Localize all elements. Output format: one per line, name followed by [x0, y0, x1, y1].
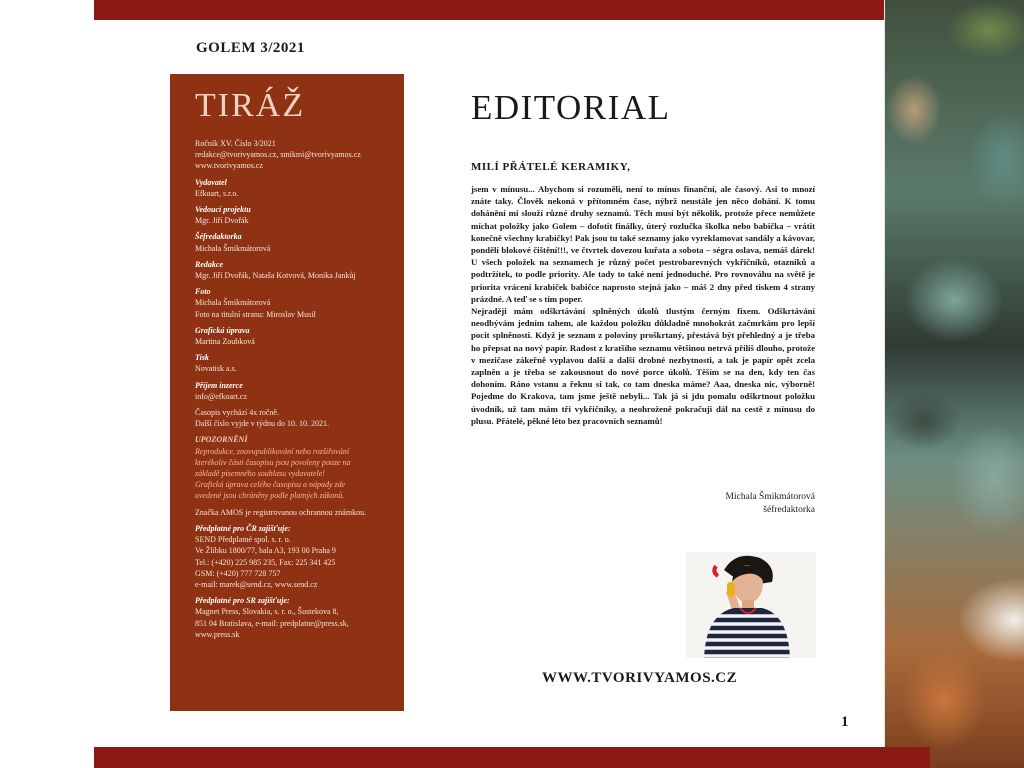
graficka-label: Grafická úprava [195, 325, 250, 335]
author-name: Michala Šmikmátorová [725, 492, 815, 502]
cr-line: Ve Žlíbku 1800/77, hala A3, 193 00 Praha 9 [195, 546, 336, 556]
vychazi-line: Časopis vychází 4x ročně. [195, 408, 279, 418]
editorial-signature [600, 491, 815, 517]
upozorneni-line: Reprodukce, znovupublikování nebo rozšiřování [195, 446, 350, 456]
tiraz-vedouci [195, 204, 394, 226]
redakce-label: Redakce [195, 259, 223, 269]
tiraz-amos [195, 507, 394, 518]
cr-line: SEND Předplatné spol. s. r. o. [195, 535, 291, 545]
tiraz-panel [170, 74, 404, 711]
inzerce-value: info@efkoart.cz [195, 391, 248, 401]
vydavatel-value: Efkoart, s.r.o. [195, 188, 239, 198]
tiraz-foto [195, 286, 394, 320]
tiraz-title: TIRÁŽ [195, 87, 306, 124]
upozorneni-line: uvedené jsou chráněny podle platných zákonů. [195, 491, 345, 501]
tiraz-sefredaktorka [195, 231, 394, 253]
sefredaktorka-label: Šéfredaktorka [195, 232, 242, 242]
inzerce-label: Příjem inzerce [195, 380, 243, 390]
upozorneni-line: základě písemného souhlasu vydavatele! [195, 469, 325, 479]
issue-label: GOLEM 3/2021 [196, 40, 305, 56]
tiraz-intro [195, 138, 394, 172]
editorial-title: EDITORIAL [471, 88, 671, 127]
tiraz-predplatne-cr [195, 523, 394, 590]
upozorneni-line: kterékoliv části časopisu jsou povoleny pouze na [195, 457, 351, 467]
author-role: šéfredaktorka [763, 505, 815, 515]
tiraz-intro-line: redakce@tvorivyamos.cz, smikmi@tvorivyamos.cz [195, 150, 361, 160]
sr-line: Magnet Press, Slovakia, s. r. o., Šustekova 8, [195, 607, 339, 617]
tisk-label: Tisk [195, 353, 209, 363]
tiraz-intro-line: www.tvorivyamos.cz [195, 161, 263, 171]
foto-value: Michala Šmikmátorová [195, 298, 271, 308]
sr-line: 851 04 Bratislava, e-mail: predplatne@press.sk, [195, 618, 349, 628]
cr-line: Tel.: (+420) 225 985 235, Fax: 225 341 425 [195, 557, 336, 567]
author-portrait [686, 552, 816, 658]
vedouci-value: Mgr. Jiří Dvořák [195, 216, 249, 226]
editorial-paragraph: jsem v mínusu... Abychom si rozuměli, není to mínus finanční, ale časový. Asi to mnozí znáte taky. Člověk nekoná v přítomném čase, nýbrž neustále jen něco dohání. K tomu dohánění mi slouží různé druhy seznamů. Těch musí být několik, protože přece nemůžete míchat položky jako Golem – dofotit finálky, úterý rozlučka školka nebo babička – vrátit konečně všechny krabičky! Pak jsou tu také seznamy jako vyreklamovat sandály a kávovar, pondělí blokové čištění!!!, ve čtvrtek dovezou kuřata a sobota – ségra oslava, nemáš dárek! U všech položek na seznamech je různý počet pestrobarevných vykřičníků, otazníků a podtržítek, to podle priority. Ale tady to také není jednoduché. Pro rovnováhu na světě je priorita vrácení krabiček babičce naprosto stejná jako – máš 2 dny před tiskem 4 strany prázdné. A teď se s tím poper. [471, 184, 815, 304]
sr-label: Předplatné pro SR zajišťuje: [195, 596, 290, 606]
tiraz-vydavatel [195, 177, 394, 199]
vychazi-line: Další číslo vyjde v týdnu do 10. 10. 2021. [195, 419, 329, 429]
amos-note: Značka AMOS je registrovanou ochrannou známkou. [195, 507, 367, 517]
bottom-red-bar [94, 747, 930, 768]
website-url: WWW.TVORIVYAMOS.CZ [542, 670, 738, 686]
cover-photo-strip [884, 0, 1024, 768]
vedouci-label: Vedoucí projektu [195, 205, 251, 215]
tiraz-vychazi [195, 407, 394, 429]
foto-label: Foto [195, 287, 211, 297]
cr-label: Předplatné pro ČR zajišťuje: [195, 523, 291, 533]
cr-line: e-mail: marek@send.cz, www.send.cz [195, 579, 318, 589]
tiraz-predplatne-sr [195, 595, 394, 640]
photo-strip-edge [884, 0, 885, 768]
upozorneni-line: Grafická úprava celého časopisu a nápady zde [195, 480, 346, 490]
vydavatel-label: Vydavatel [195, 177, 227, 187]
tiraz-intro-line: Ročník XV. Číslo 3/2021 [195, 139, 276, 148]
editorial-body [471, 183, 815, 427]
tiraz-tisk [195, 352, 394, 374]
page-number: 1 [841, 714, 849, 730]
tiraz-inzerce [195, 380, 394, 402]
editorial-paragraph: Nejraději mám odškrtávání splněných úkolů tlustým černým fixem. Odškrtávání neodbývám jedním tahem, ale každou položku důkladně mnohokrát začmrkám pro lepší pocit splněnosti. Když je seznam z poloviny proškrtaný, přestává být přehledný a je třeba ho přepsat na nový papír. Radost z kratšího seznamu většinou netrvá příliš dlouho, protože v mezičase zákeřně vyplavou další a další drobné nezbytnosti, a tak je papír opět zcela zaplněn a je třeba se zakousnout do nové porce úkolů. Těším se na den, kdy ten čas dohoním. Ráno vstanu a řeknu si tak, co tam dneska máme? Aaa, dneska nic, výborně! Pojedme do Krakova, tam jsme ještě nebyli... Tak já si jdu pomalu odškrtnout položku úvodník, už tam mám tři vykřičníky, a neohroženě pokračuji dál na cestě z mínusu do plusu. Přátelé, pěkné léto bez pracovních seznamů! [471, 306, 815, 426]
tiraz-graficka [195, 325, 394, 347]
sefredaktorka-value: Michala Šmikmátorová [195, 243, 271, 253]
portrait-illustration [686, 552, 816, 658]
tiraz-upozorneni [195, 434, 394, 501]
graficka-value: Martina Zoubková [195, 337, 255, 347]
tisk-value: Novatisk a.s. [195, 364, 237, 374]
tiraz-redakce [195, 259, 394, 281]
upozorneni-label: UPOZORNĚNÍ [195, 435, 248, 445]
top-red-bar [94, 0, 930, 20]
editorial-salutation: MILÍ PŘÁTELÉ KERAMIKY, [471, 161, 631, 173]
sr-line: www.press.sk [195, 629, 240, 639]
redakce-value: Mgr. Jiří Dvořák, Nataša Kotvová, Monika Jankůj [195, 271, 356, 281]
foto-value: Foto na titulní stranu: Miroslav Musil [195, 309, 316, 319]
page-margin-left [0, 0, 94, 768]
cr-line: GSM: (+420) 777 728 757 [195, 568, 281, 578]
